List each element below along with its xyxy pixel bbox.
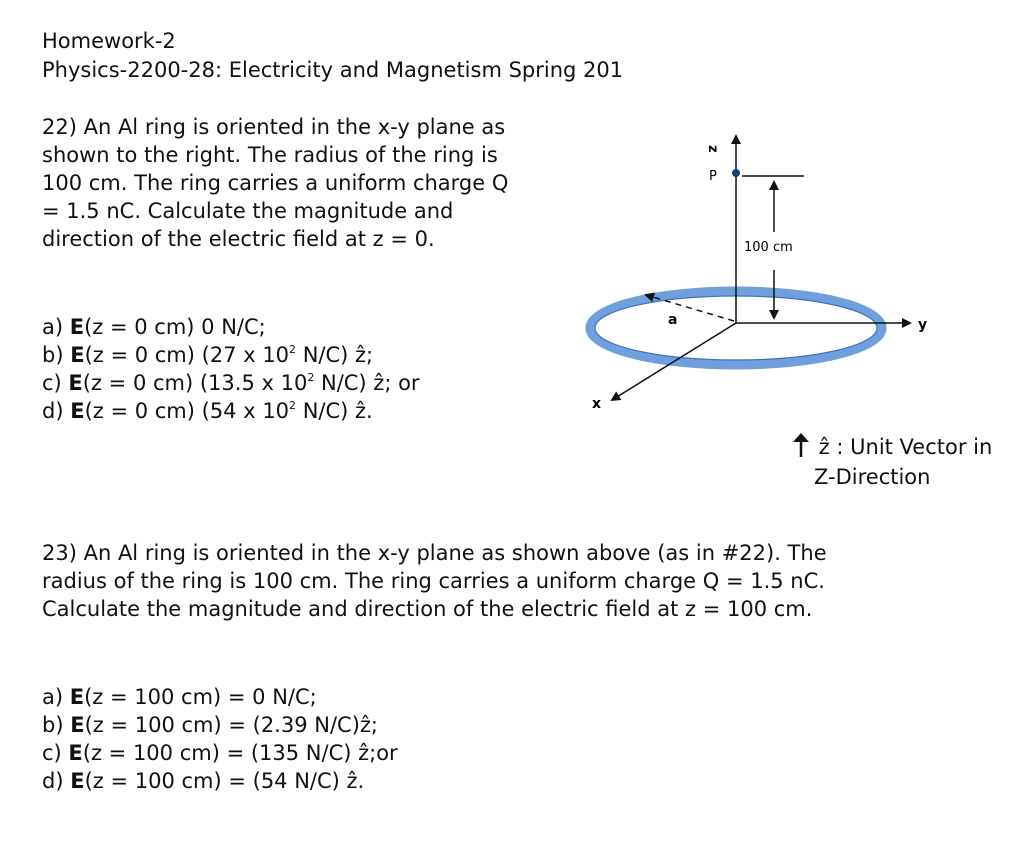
up-arrow-icon xyxy=(790,432,812,458)
q22-stem-line-2: shown to the right. The radius of the ring is xyxy=(42,143,498,167)
q22-option-a xyxy=(42,313,266,341)
option-text: (z = 0 cm) (54 x 10 xyxy=(84,399,290,423)
field-symbol: E xyxy=(70,769,85,793)
exponent: 2 xyxy=(289,399,297,412)
q23-stem-line-3: Calculate the magnitude and direction of the electric field at z = 100 cm. xyxy=(42,597,813,621)
option-text: (z = 100 cm) = 0 N/C; xyxy=(84,685,317,709)
radius-line xyxy=(646,295,734,321)
field-symbol: E xyxy=(70,713,85,737)
point-p xyxy=(732,169,740,177)
field-symbol: E xyxy=(68,741,83,765)
legend-text-1: ẑ : Unit Vector in xyxy=(818,435,993,459)
q23-stem-line-1: 23) An Al ring is oriented in the x-y plane as shown above (as in #22). The xyxy=(42,541,827,565)
radius-label: a xyxy=(668,312,678,328)
unit-vector-legend xyxy=(790,432,992,492)
option-text: (z = 100 cm) = (2.39 N/C)ẑ; xyxy=(84,713,378,737)
q23-stem-line-2: radius of the ring is 100 cm. The ring carries a uniform charge Q = 1.5 nC. xyxy=(42,569,825,593)
option-text: (z = 0 cm) (27 x 10 xyxy=(84,343,290,367)
x-axis-label: x xyxy=(592,396,602,412)
ring-diagram xyxy=(560,120,1020,420)
exponent: 2 xyxy=(289,343,297,356)
homework-title: Homework-2 xyxy=(42,29,176,53)
q22-stem-line-3: 100 cm. The ring carries a uniform charge Q xyxy=(42,171,509,195)
y-axis-label: y xyxy=(918,317,928,333)
q22-option-d xyxy=(42,397,373,425)
field-symbol: E xyxy=(70,399,85,423)
p-label: P xyxy=(709,169,717,184)
legend-text-2: Z-Direction xyxy=(814,465,931,489)
z-axis-label: z xyxy=(705,145,720,153)
q23-option-c xyxy=(42,739,398,767)
option-text: (z = 0 cm) 0 N/C; xyxy=(84,315,266,339)
option-prefix: a) xyxy=(42,315,70,339)
q23-option-d xyxy=(42,767,364,795)
option-text-tail: N/C) ẑ; xyxy=(296,343,374,367)
q22-option-c xyxy=(42,369,420,397)
option-prefix: a) xyxy=(42,685,70,709)
option-prefix: d) xyxy=(42,399,71,423)
q23-option-a xyxy=(42,683,317,711)
q22-stem-line-4: = 1.5 nC. Calculate the magnitude and xyxy=(42,199,454,223)
q22-option-b xyxy=(42,341,373,369)
field-symbol: E xyxy=(69,315,85,339)
option-text: (z = 100 cm) = (135 N/C) ẑ;or xyxy=(82,741,398,765)
option-text: (z = 100 cm) = (54 N/C) ẑ. xyxy=(84,769,365,793)
option-prefix: c) xyxy=(42,741,69,765)
option-prefix: b) xyxy=(42,343,71,367)
q23-option-b xyxy=(42,711,378,739)
course-title: Physics-2200-28: Electricity and Magnetism Spring 201 xyxy=(42,58,624,82)
field-symbol: E xyxy=(68,371,83,395)
field-symbol: E xyxy=(69,685,85,709)
q22-stem-line-1: 22) An Al ring is oriented in the x-y plane as xyxy=(42,115,506,139)
option-text-tail: N/C) ẑ. xyxy=(296,399,373,423)
option-text-tail: N/C) ẑ; or xyxy=(314,371,420,395)
ring-diagram-svg xyxy=(560,120,1020,420)
field-symbol: E xyxy=(70,343,85,367)
option-text: (z = 0 cm) (13.5 x 10 xyxy=(82,371,308,395)
option-prefix: d) xyxy=(42,769,71,793)
option-prefix: c) xyxy=(42,371,69,395)
option-prefix: b) xyxy=(42,713,71,737)
q22-stem-line-5: direction of the electric field at z = 0. xyxy=(42,227,435,251)
distance-label: 100 cm xyxy=(744,240,793,255)
legend-line-1 xyxy=(790,432,992,462)
exponent: 2 xyxy=(307,371,315,384)
